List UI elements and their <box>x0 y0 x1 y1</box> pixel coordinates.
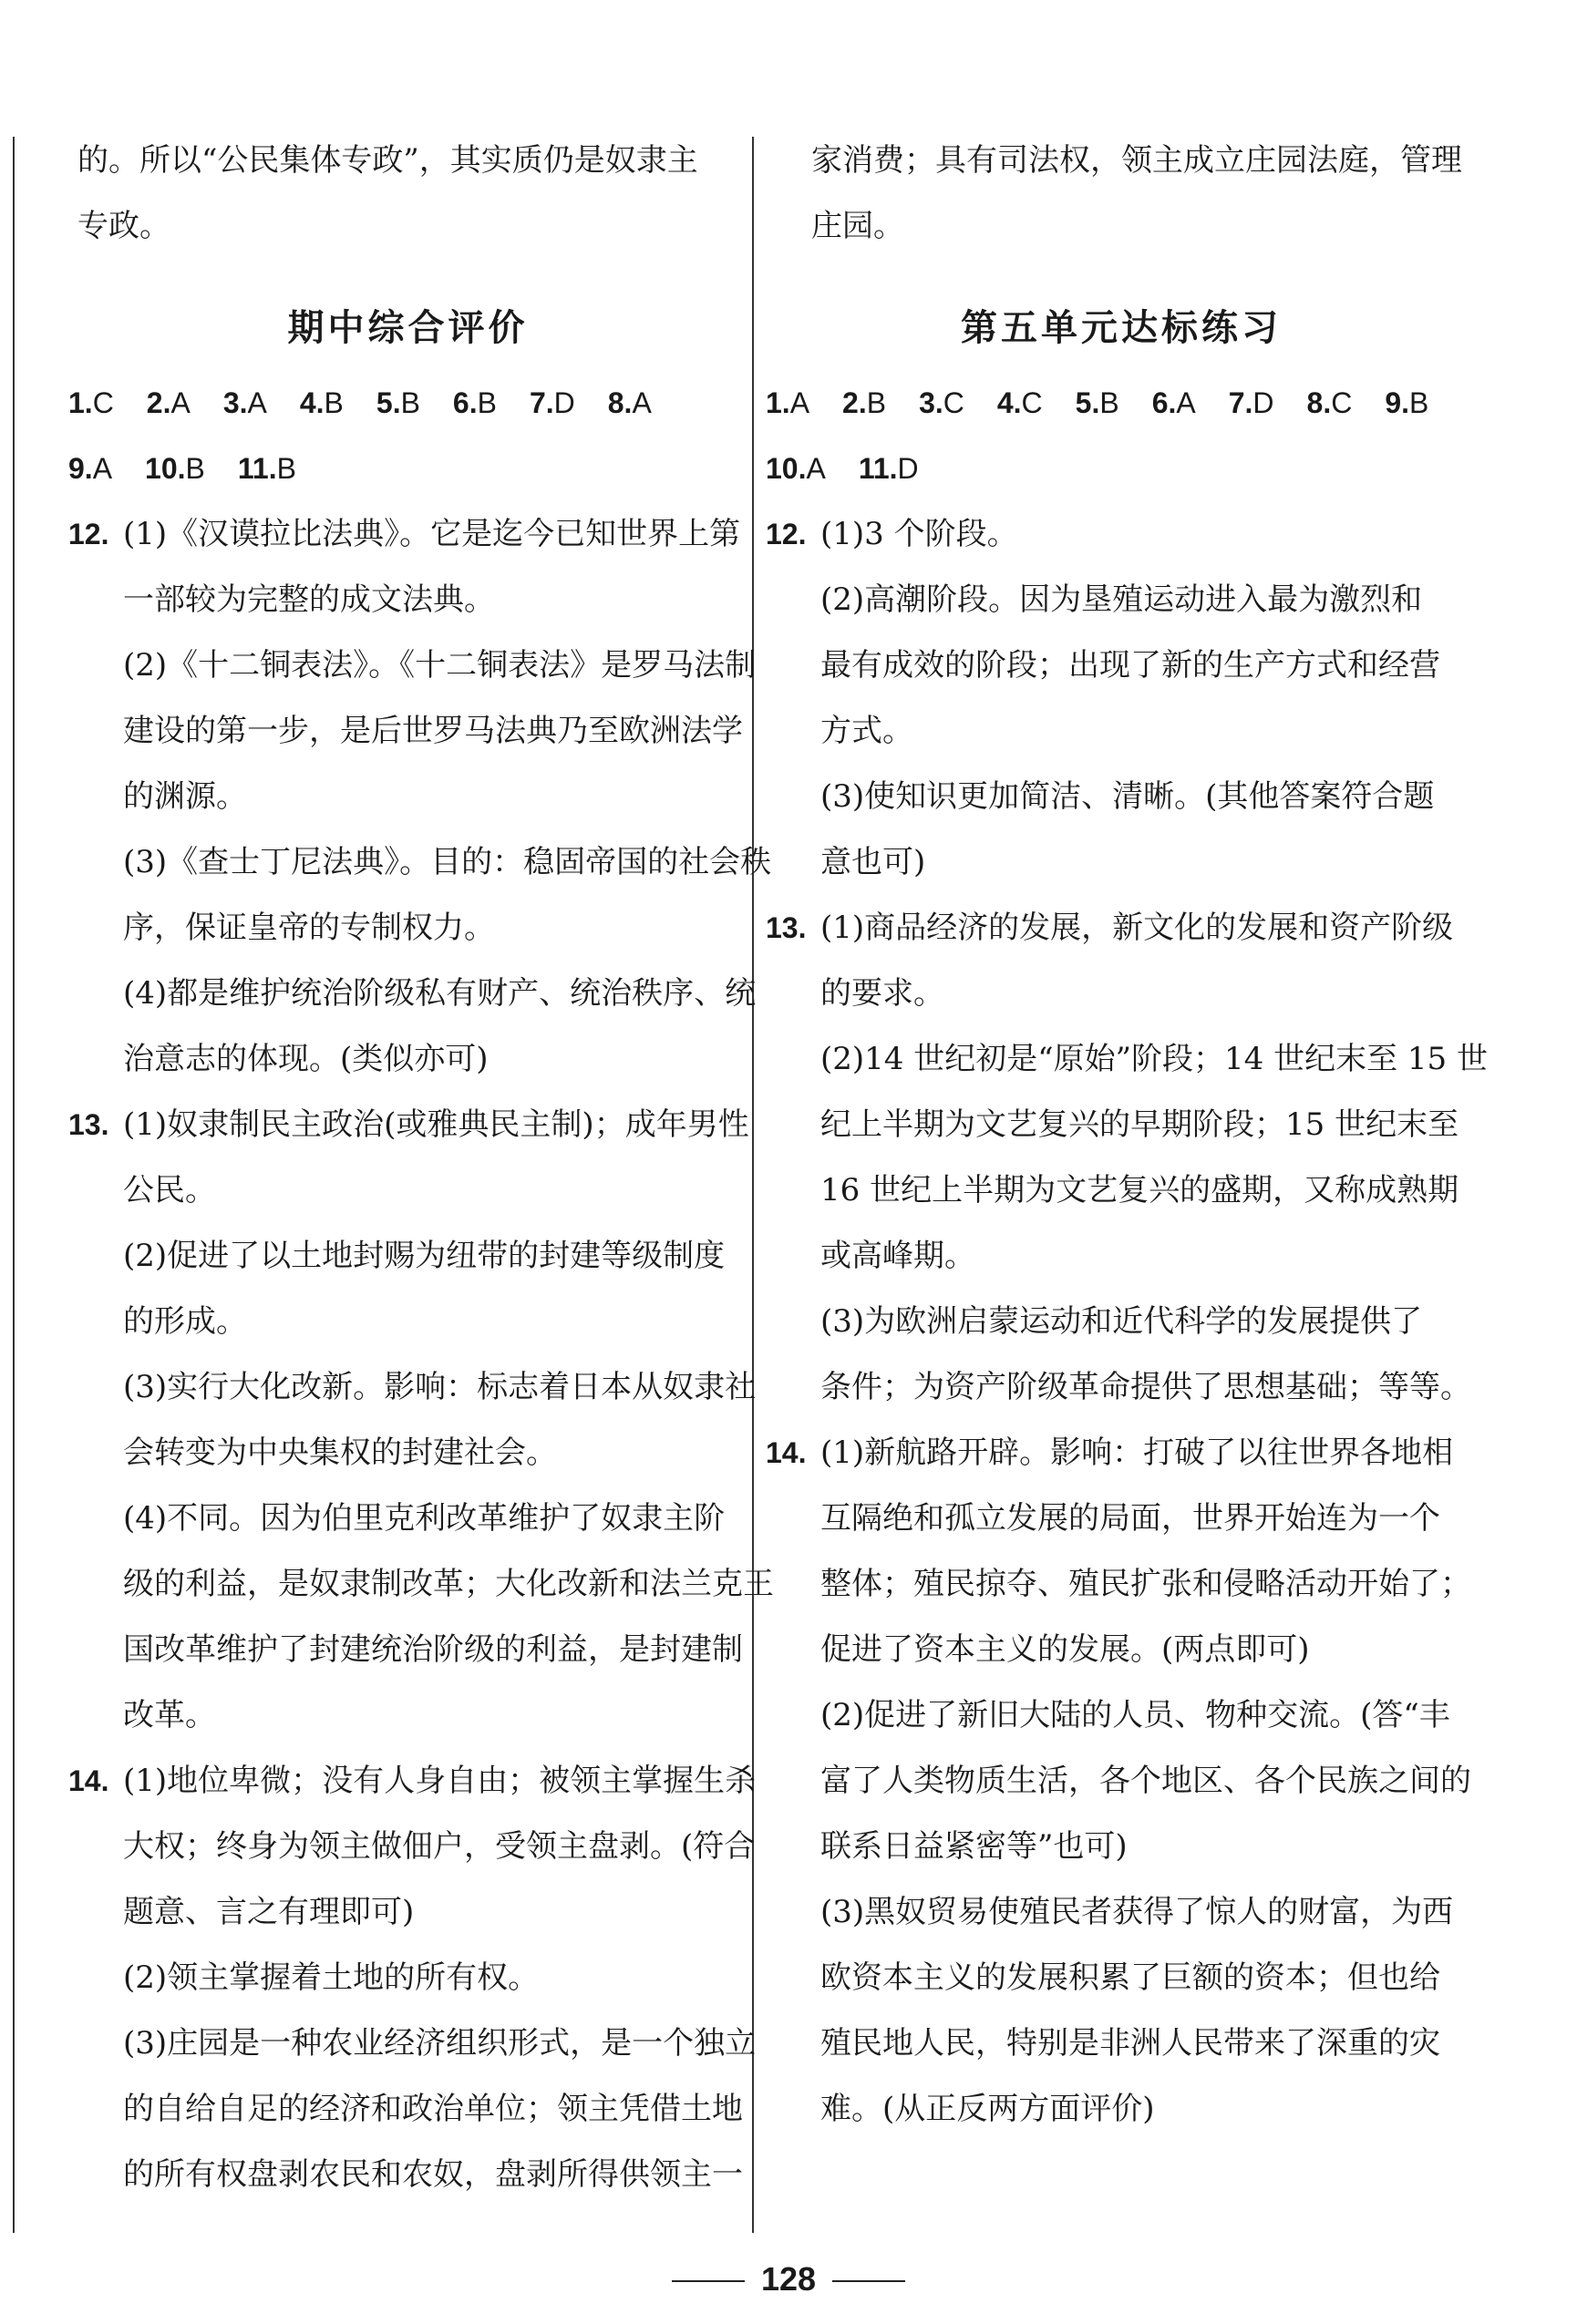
answer-line: (2)高潮阶段。因为垦殖运动进入最为激烈和 <box>820 581 1423 618</box>
mc-answer <box>919 386 964 419</box>
continuation-line: 家消费；具有司法权，领主成立庄园法庭，管理 <box>811 142 1462 179</box>
section-title-unit5: 第五单元达标练习 <box>961 306 1282 349</box>
mc-answer <box>300 386 344 419</box>
answer-line: 富了人类物质生活，各个地区、各个民族之间的 <box>820 1763 1471 1799</box>
continuation-line: 庄园。 <box>811 208 904 244</box>
mc-question-number: 5. <box>376 386 401 419</box>
mc-answer <box>68 452 112 485</box>
answer-line: 级的利益，是奴隶制改革；大化改新和法兰克王 <box>123 1566 774 1602</box>
mc-question-number: 5. <box>1075 386 1100 419</box>
mc-answers-row <box>68 436 747 501</box>
mc-answer <box>1229 386 1274 419</box>
question-13 <box>766 895 1488 1420</box>
mc-answer <box>1152 386 1196 419</box>
mc-question-number: 9. <box>68 452 93 485</box>
answer-line: 的形成。 <box>123 1303 247 1340</box>
answer-line: 的所有权盘剥农民和农奴，盘剥所得供领主一 <box>123 2156 743 2193</box>
answer-line: 一部较为完整的成文法典。 <box>123 581 495 618</box>
answer-body <box>820 895 1488 1420</box>
mc-answer-letter: A <box>806 452 826 485</box>
footer-rule <box>672 2280 745 2282</box>
mc-question-number: 6. <box>1151 386 1177 419</box>
question-number: 14. <box>68 1764 109 1797</box>
mc-answer-letter: B <box>1409 386 1429 419</box>
answer-line: (2)促进了以土地封赐为纽带的封建等级制度 <box>123 1238 726 1274</box>
continuation-line: 的。所以“公民集体专政”，其实质仍是奴隶主 <box>77 142 698 179</box>
answer-line: (2)14 世纪初是“原始”阶段；14 世纪末至 15 世 <box>820 1041 1488 1077</box>
answer-body <box>123 1748 756 2207</box>
answer-line: 难。(从正反两方面评价) <box>820 2091 1155 2127</box>
answer-line: (4)都是维护统治阶级私有财产、统治秩序、统 <box>123 975 757 1012</box>
answer-body <box>820 501 1477 895</box>
mc-answer-letter: D <box>553 386 575 419</box>
mc-answer-letter: C <box>943 386 964 419</box>
continuation-line: 专政。 <box>77 208 170 244</box>
question-number: 13. <box>68 1108 109 1141</box>
mc-answer-letter: A <box>247 386 267 419</box>
answer-line: 治意志的体现。(类似亦可) <box>123 1041 489 1077</box>
answer-line: 题意、言之有理即可) <box>123 1894 415 1930</box>
answer-line: 条件；为资产阶级革命提供了思想基础；等等。 <box>820 1369 1471 1405</box>
mc-answer-letter: B <box>276 452 296 485</box>
mc-answer <box>145 452 205 485</box>
mc-answer-letter: A <box>1176 386 1196 419</box>
mc-answer <box>842 386 886 419</box>
page-number: 128 <box>760 2260 817 2298</box>
answer-line: (1)3 个阶段。 <box>820 516 1018 552</box>
answer-line: (1)《汉谟拉比法典》。它是迄今已知世界上第 <box>123 516 741 552</box>
answer-body <box>123 1092 774 1748</box>
mc-question-number: 2. <box>842 386 867 419</box>
answer-line: 的自给自足的经济和政治单位；领主凭借土地 <box>123 2091 743 2127</box>
mc-answers-row <box>766 436 1477 501</box>
mc-answer <box>608 386 652 419</box>
mc-question-number: 7. <box>529 386 554 419</box>
section-title-midterm: 期中综合评价 <box>287 306 529 349</box>
answer-line: (3)《查士丁尼法典》。目的：稳固帝国的社会秩 <box>123 844 772 880</box>
mc-question-number: 1. <box>766 386 790 419</box>
question-14 <box>766 1420 1477 2142</box>
mc-answer-letter: D <box>1252 386 1274 419</box>
answer-line: 促进了资本主义的发展。(两点即可) <box>820 1631 1310 1668</box>
answer-line: (1)奴隶制民主政治(或雅典民主制)；成年男性 <box>123 1106 749 1143</box>
mc-answer-letter: B <box>400 386 420 419</box>
question-number: 12. <box>68 518 109 550</box>
mc-question-number: 4. <box>299 386 325 419</box>
mc-answer <box>68 386 114 419</box>
mc-answer <box>1307 386 1353 419</box>
mc-answers-row <box>766 370 1477 436</box>
answer-line: 最有成效的阶段；出现了新的生产方式和经营 <box>820 647 1440 684</box>
mc-answer <box>376 386 420 419</box>
mc-answer-letter: C <box>92 386 114 419</box>
answer-line: 序，保证皇帝的专制权力。 <box>123 910 495 946</box>
mc-question-number: 9. <box>1385 386 1409 419</box>
answer-line: 方式。 <box>820 713 913 749</box>
answer-line: 欧资本主义的发展积累了巨额的资本；但也给 <box>820 1959 1440 1996</box>
answer-line: 互隔绝和孤立发展的局面，世界开始连为一个 <box>820 1500 1440 1537</box>
left-margin-rule <box>13 137 15 2233</box>
answer-body <box>123 501 771 1092</box>
mc-answer <box>238 452 296 485</box>
mc-question-number: 8. <box>607 386 633 419</box>
question-13 <box>68 1092 774 1748</box>
mc-answers-row <box>68 370 747 436</box>
answer-line: 意也可) <box>820 844 926 880</box>
question-number: 13. <box>766 911 807 944</box>
mc-question-number: 3. <box>919 386 943 419</box>
question-12 <box>766 501 1477 895</box>
answer-line: 建设的第一步，是后世罗马法典乃至欧洲法学 <box>123 713 743 749</box>
answer-line: (3)实行大化改新。影响：标志着日本从奴隶社 <box>123 1369 757 1405</box>
mc-answer <box>1076 386 1119 419</box>
answer-line: (4)不同。因为伯里克利改革维护了奴隶主阶 <box>123 1500 726 1537</box>
mc-answer <box>859 452 919 485</box>
answer-line: 或高峰期。 <box>820 1238 975 1274</box>
answer-body <box>820 1420 1477 2142</box>
answer-line: 纪上半期为文艺复兴的早期阶段；15 世纪末至 <box>820 1106 1459 1143</box>
answer-line: 的要求。 <box>820 975 944 1012</box>
mc-question-number: 6. <box>452 386 478 419</box>
answer-line: (2)领主掌握着土地的所有权。 <box>123 1959 540 1996</box>
answer-line: 16 世纪上半期为文艺复兴的盛期，又称成熟期 <box>820 1172 1459 1208</box>
answer-line: 大权；终身为领主做佃户，受领主盘剥。(符合 <box>123 1828 756 1865</box>
answer-line: (1)地位卑微；没有人身自由；被领主掌握生杀 <box>123 1763 757 1799</box>
answer-line: 殖民地人民，特别是非洲人民带来了深重的灾 <box>820 2025 1440 2062</box>
answer-line: (1)商品经济的发展，新文化的发展和资产阶级 <box>820 910 1454 946</box>
answer-line: 国改革维护了封建统治阶级的利益，是封建制 <box>123 1631 743 1668</box>
mc-question-number: 2. <box>146 386 171 419</box>
answer-line: (2)《十二铜表法》。《十二铜表法》是罗马法制 <box>123 647 757 684</box>
answer-line: (2)促进了新旧大陆的人员、物种交流。(答“丰 <box>820 1697 1450 1733</box>
mc-answer-letter: B <box>866 386 887 419</box>
mc-answer-letter: A <box>632 386 652 419</box>
footer-rule <box>832 2280 905 2282</box>
right-column <box>766 128 1488 2142</box>
answer-line: 整体；殖民掠夺、殖民扩张和侵略活动开始了； <box>820 1566 1471 1602</box>
question-number: 12. <box>766 518 807 550</box>
question-number: 14. <box>766 1436 807 1469</box>
answer-line: (3)使知识更加简洁、清晰。(其他答案符合题 <box>820 778 1435 815</box>
mc-answer-letter: B <box>324 386 344 419</box>
answer-line: 改革。 <box>123 1697 216 1733</box>
mc-answer-letter: B <box>185 452 205 485</box>
mc-question-number: 8. <box>1306 386 1332 419</box>
left-column <box>68 128 774 2207</box>
mc-question-number: 10. <box>766 452 807 485</box>
mc-question-number: 3. <box>222 386 248 419</box>
question-14 <box>68 1748 757 2207</box>
mc-answer <box>147 386 191 419</box>
mc-answer-letter: C <box>1021 386 1043 419</box>
answer-line: 公民。 <box>123 1172 216 1208</box>
mc-answer <box>223 386 267 419</box>
mc-answer-letter: B <box>477 386 497 419</box>
mc-answer-letter: A <box>789 386 810 419</box>
mc-answer <box>453 386 497 419</box>
answer-line: (3)庄园是一种农业经济组织形式，是一个独立 <box>123 2025 757 2062</box>
question-12 <box>68 501 772 1092</box>
mc-question-number: 4. <box>996 386 1022 419</box>
mc-answer-letter: A <box>170 386 191 419</box>
mc-question-number: 10. <box>145 452 186 485</box>
mc-answer-letter: D <box>897 452 919 485</box>
answer-line: 的渊源。 <box>123 778 247 815</box>
page-footer <box>0 2260 1577 2298</box>
mc-answer <box>997 386 1043 419</box>
answer-line: 联系日益紧密等”也可) <box>820 1828 1128 1865</box>
mc-question-number: 11. <box>237 452 277 485</box>
answer-line: (3)黑奴贸易使殖民者获得了惊人的财富，为西 <box>820 1894 1454 1930</box>
mc-answer <box>530 386 575 419</box>
mc-answer-letter: C <box>1331 386 1353 419</box>
mc-answer <box>766 452 826 485</box>
answer-line: 会转变为中央集权的封建社会。 <box>123 1435 557 1471</box>
mc-question-number: 1. <box>68 386 93 419</box>
mc-answer <box>1385 386 1428 419</box>
answer-line: (3)为欧洲启蒙运动和近代科学的发展提供了 <box>820 1303 1423 1340</box>
answer-line: (1)新航路开辟。影响：打破了以往世界各地相 <box>820 1435 1454 1471</box>
mc-answer-letter: B <box>1099 386 1119 419</box>
mc-answer <box>766 386 809 419</box>
mc-question-number: 7. <box>1228 386 1253 419</box>
mc-answer-letter: A <box>92 452 113 485</box>
mc-question-number: 11. <box>858 452 898 485</box>
